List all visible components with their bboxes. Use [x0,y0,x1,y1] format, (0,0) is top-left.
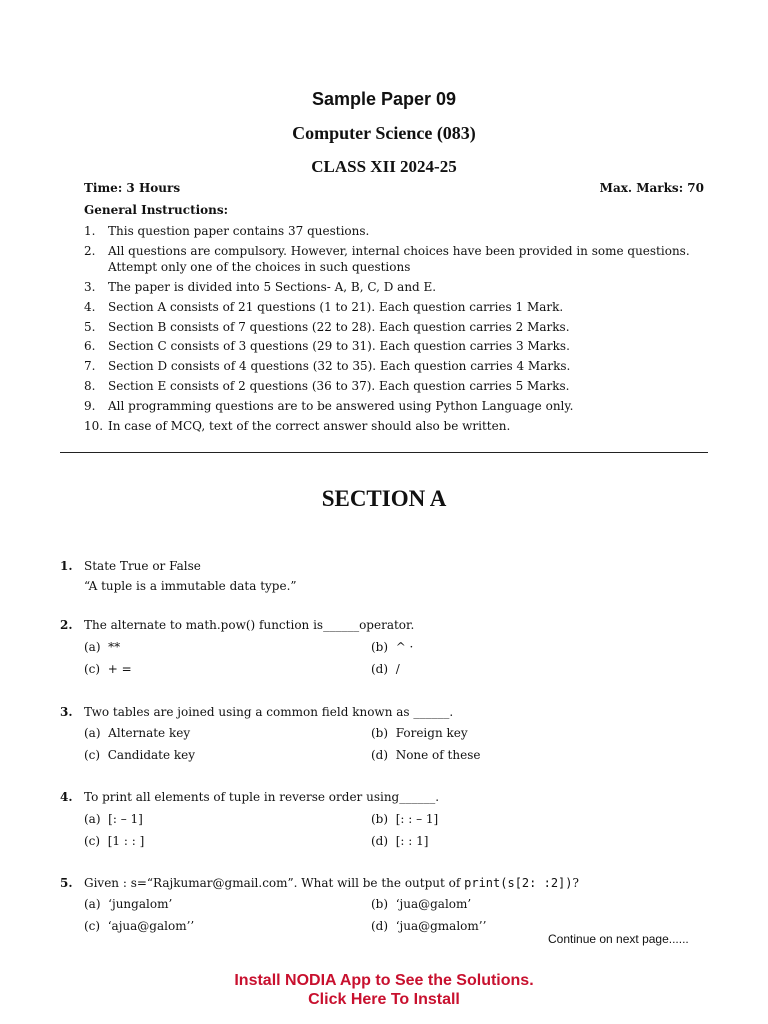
option-a: (a) ** [84,640,121,654]
option-d: (d) None of these [371,748,481,762]
section-title: SECTION A [321,486,447,511]
instruction-item [84,418,710,434]
question-text: The alternate to math.pow() function is______operator. [84,618,415,632]
instruction-text: Section A consists of 21 questions (1 to 21). Each question carries 1 Mark. [108,300,564,314]
instruction-item [84,279,710,295]
instruction-item [84,319,710,335]
option-b: (b) Foreign key [371,726,468,740]
instruction-number: 10. [84,419,104,433]
option-c: (c) [1 : : ] [84,834,145,848]
option-b: (b) ^ · [371,640,414,654]
instruction-text: Section B consists of 7 questions (22 to 28). Each question carries 2 Marks. [108,320,570,334]
instruction-item [84,223,710,239]
option-d: (d) [: : 1] [371,834,429,848]
install-app-link[interactable] [0,971,768,1009]
instruction-number: 1. [84,224,96,238]
question-number: 1. [60,559,73,573]
instruction-item [84,299,710,315]
instruction-text: All questions are compulsory. However, internal choices have been provided in some questions. Attempt only one of the choices in such questions [108,244,690,274]
subject-title: Computer Science (083) [292,123,476,143]
instruction-text: This question paper contains 37 questions. [108,224,370,238]
instruction-number: 2. [84,244,96,258]
instruction-text: In case of MCQ, text of the correct answer should also be written. [108,419,511,433]
instruction-number: 8. [84,379,96,393]
option-a: (a) Alternate key [84,726,191,740]
option-c: (c) + = [84,662,132,676]
question-text: Given : s=“Rajkumar@gmail.com”. What will be the output of print(s[2: :2])? [84,876,579,890]
instructions-heading: General Instructions: [84,203,229,217]
install-promo-line1[interactable]: Install NODIA App to See the Solutions. [234,972,534,989]
instruction-number: 7. [84,359,96,373]
option-c: (c) Candidate key [84,748,196,762]
instruction-number: 6. [84,339,96,353]
class-title: CLASS XII 2024-25 [311,157,457,176]
instruction-item [84,243,710,275]
option-c: (c) ‘ajua@galom’’ [84,919,195,933]
install-promo-line2[interactable]: Click Here To Install [308,991,460,1008]
question-number: 2. [60,618,73,632]
option-b: (b) [: : – 1] [371,812,439,826]
question-number: 3. [60,705,73,719]
question-number: 5. [60,876,73,890]
question-text: State True or False [84,559,201,573]
instruction-text: Section E consists of 2 questions (36 to 37). Each question carries 5 Marks. [108,379,570,393]
paper-title: Sample Paper 09 [311,89,457,109]
instruction-item [84,358,710,374]
option-d: (d) / [371,662,400,676]
instruction-number: 3. [84,280,96,294]
question-quote: “A tuple is a immutable data type.” [84,579,297,593]
instruction-item [84,398,710,414]
option-b: (b) ‘jua@galom’ [371,897,472,911]
continue-note: Continue on next page...... [548,932,689,946]
option-d: (d) ‘jua@gmalom’’ [371,919,487,933]
question-text: Two tables are joined using a common field known as ______. [84,705,454,719]
instruction-number: 4. [84,300,96,314]
instruction-text: All programming questions are to be answered using Python Language only. [108,399,574,413]
question-text: To print all elements of tuple in reverse order using______. [84,790,440,804]
section-divider [60,452,708,453]
code-snippet: print(s[2: :2]) [464,876,573,890]
instruction-text: The paper is divided into 5 Sections- A, B, C, D and E. [108,280,437,294]
instruction-number: 9. [84,399,96,413]
option-a: (a) ‘jungalom’ [84,897,173,911]
instruction-text: Section D consists of 4 questions (32 to 35). Each question carries 4 Marks. [108,359,571,373]
instruction-number: 5. [84,320,96,334]
time-label: Time: 3 Hours [84,181,181,195]
max-marks-label: Max. Marks: 70 [599,181,704,195]
option-a: (a) [: – 1] [84,812,143,826]
question-number: 4. [60,790,73,804]
instruction-text: Section C consists of 3 questions (29 to 31). Each question carries 3 Marks. [108,339,570,353]
instruction-item [84,378,710,394]
instruction-item [84,338,710,354]
